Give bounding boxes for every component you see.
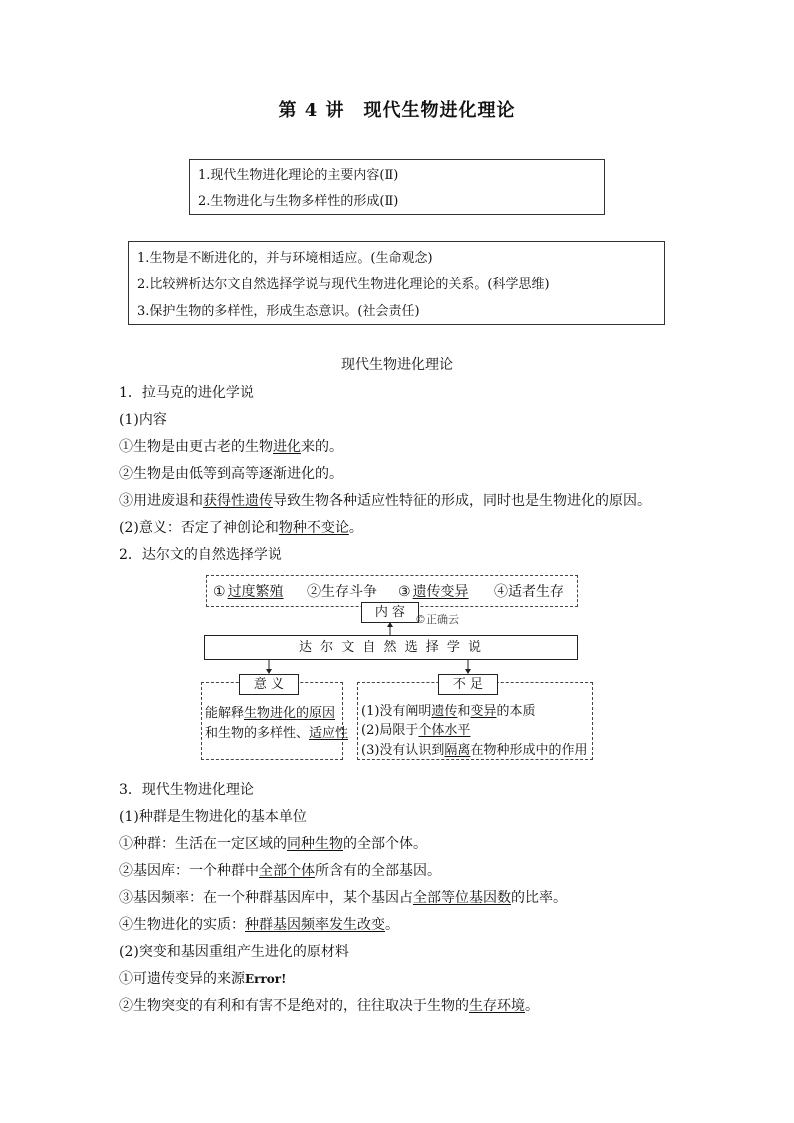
- modern-sub-1: (1)种群是生物进化的基本单位: [119, 809, 307, 825]
- content-item-3: ③ 遗传变异: [398, 584, 469, 600]
- content-item-1: ① 过度繁殖: [213, 584, 284, 600]
- darwin-heading: 2．达尔文的自然选择学说: [119, 547, 282, 563]
- error-text: Error!: [245, 972, 287, 986]
- answer-blank: 物种不变论: [278, 520, 349, 536]
- modern-line-3: ③基因频率：在一个种群基因库中，某个基因占全部等位基因数的比率。: [119, 890, 567, 906]
- meaning-label-box: 意 义: [239, 674, 299, 695]
- section-title: 现代生物进化理论: [341, 357, 453, 373]
- lamarck-line-2: ②生物是由低等到高等逐渐进化的。: [119, 466, 343, 482]
- modern-line-1: ①种群：生活在一定区域的同种生物的全部个体。: [119, 836, 427, 852]
- limitation-label-box: 不 足: [438, 674, 498, 695]
- answer-blank: 种群基因频率发生改变: [245, 917, 385, 933]
- lamarck-heading: 1．拉马克的进化学说: [119, 385, 254, 401]
- answer-blank: 同种生物: [287, 836, 343, 852]
- text: (2)意义：否定了神创论和: [119, 520, 279, 536]
- text: 来的。: [301, 439, 343, 455]
- lamarck-line-3: [119, 490, 651, 510]
- arrow-down-icon: [263, 660, 275, 674]
- requirement-item-1: 1.现代生物进化理论的主要内容(Ⅱ): [198, 168, 399, 183]
- requirement-item-2: 2.生物进化与生物多样性的形成(Ⅱ): [198, 194, 399, 209]
- content-label-box: 内 容: [361, 602, 419, 623]
- lamarck-meaning: [119, 517, 363, 537]
- limitation-line-3: (3)没有认识到隔离在物种形成中的作用: [361, 743, 588, 758]
- lamarck-content-sub: (1)内容: [119, 412, 167, 428]
- literacy-item-1: 1.生物是不断进化的，并与环境相适应。(生命观念): [137, 251, 433, 266]
- modern-sub-2: (2)突变和基因重组产生进化的原材料: [119, 944, 349, 960]
- limitation-line-1: (1)没有阐明遗传和变异的本质: [361, 704, 536, 719]
- arrow-up-icon: [384, 622, 396, 636]
- lamarck-line-1: [119, 436, 343, 456]
- answer-blank: 进化: [273, 439, 301, 455]
- exam-requirements-box: [189, 159, 605, 215]
- limitation-line-2: (2)局限于个体水平: [361, 723, 471, 738]
- answer-blank: 全部个体: [259, 863, 315, 879]
- answer-blank: 获得性遗传: [203, 493, 273, 509]
- modern-line-5: ①可遗传变异的来源Error!: [119, 971, 287, 987]
- text: ①生物是由更古老的生物: [119, 439, 273, 455]
- modern-line-4: ④生物进化的实质：种群基因频率发生改变。: [119, 917, 399, 933]
- arrow-down-icon: [462, 660, 474, 674]
- meaning-line-2: 和生物的多样性、适应性: [205, 726, 349, 741]
- meaning-line-1: 能解释生物进化的原因: [205, 706, 336, 721]
- core-literacy-box: [128, 241, 665, 325]
- main-label-box: 达 尔 文 自 然 选 择 学 说: [204, 635, 578, 660]
- text: 导致生物各种适应性特征的形成，同时也是生物进化的原因。: [273, 493, 651, 509]
- text: 。: [348, 520, 363, 536]
- modern-line-6: ②生物突变的有利和有害不是绝对的，往往取决于生物的生存环境。: [119, 998, 539, 1014]
- answer-blank: 生存环境: [469, 998, 525, 1014]
- literacy-item-2: 2.比较辨析达尔文自然选择学说与现代生物进化理论的关系。(科学思维): [137, 277, 550, 292]
- content-item-4: ④适者生存: [494, 584, 564, 600]
- answer-blank: 全部等位基因数: [413, 890, 511, 906]
- modern-line-2: ②基因库：一个种群中全部个体所含有的全部基因。: [119, 863, 441, 879]
- page-title: 第 4 讲 现代生物进化理论: [278, 100, 516, 121]
- text: ③用进废退和: [119, 493, 203, 509]
- literacy-item-3: 3.保护生物的多样性，形成生态意识。(社会责任): [137, 304, 420, 319]
- modern-theory-heading: 3．现代生物进化理论: [119, 782, 254, 798]
- content-item-2: ②生存斗争: [307, 584, 377, 600]
- watermark: ©正确云: [415, 613, 459, 626]
